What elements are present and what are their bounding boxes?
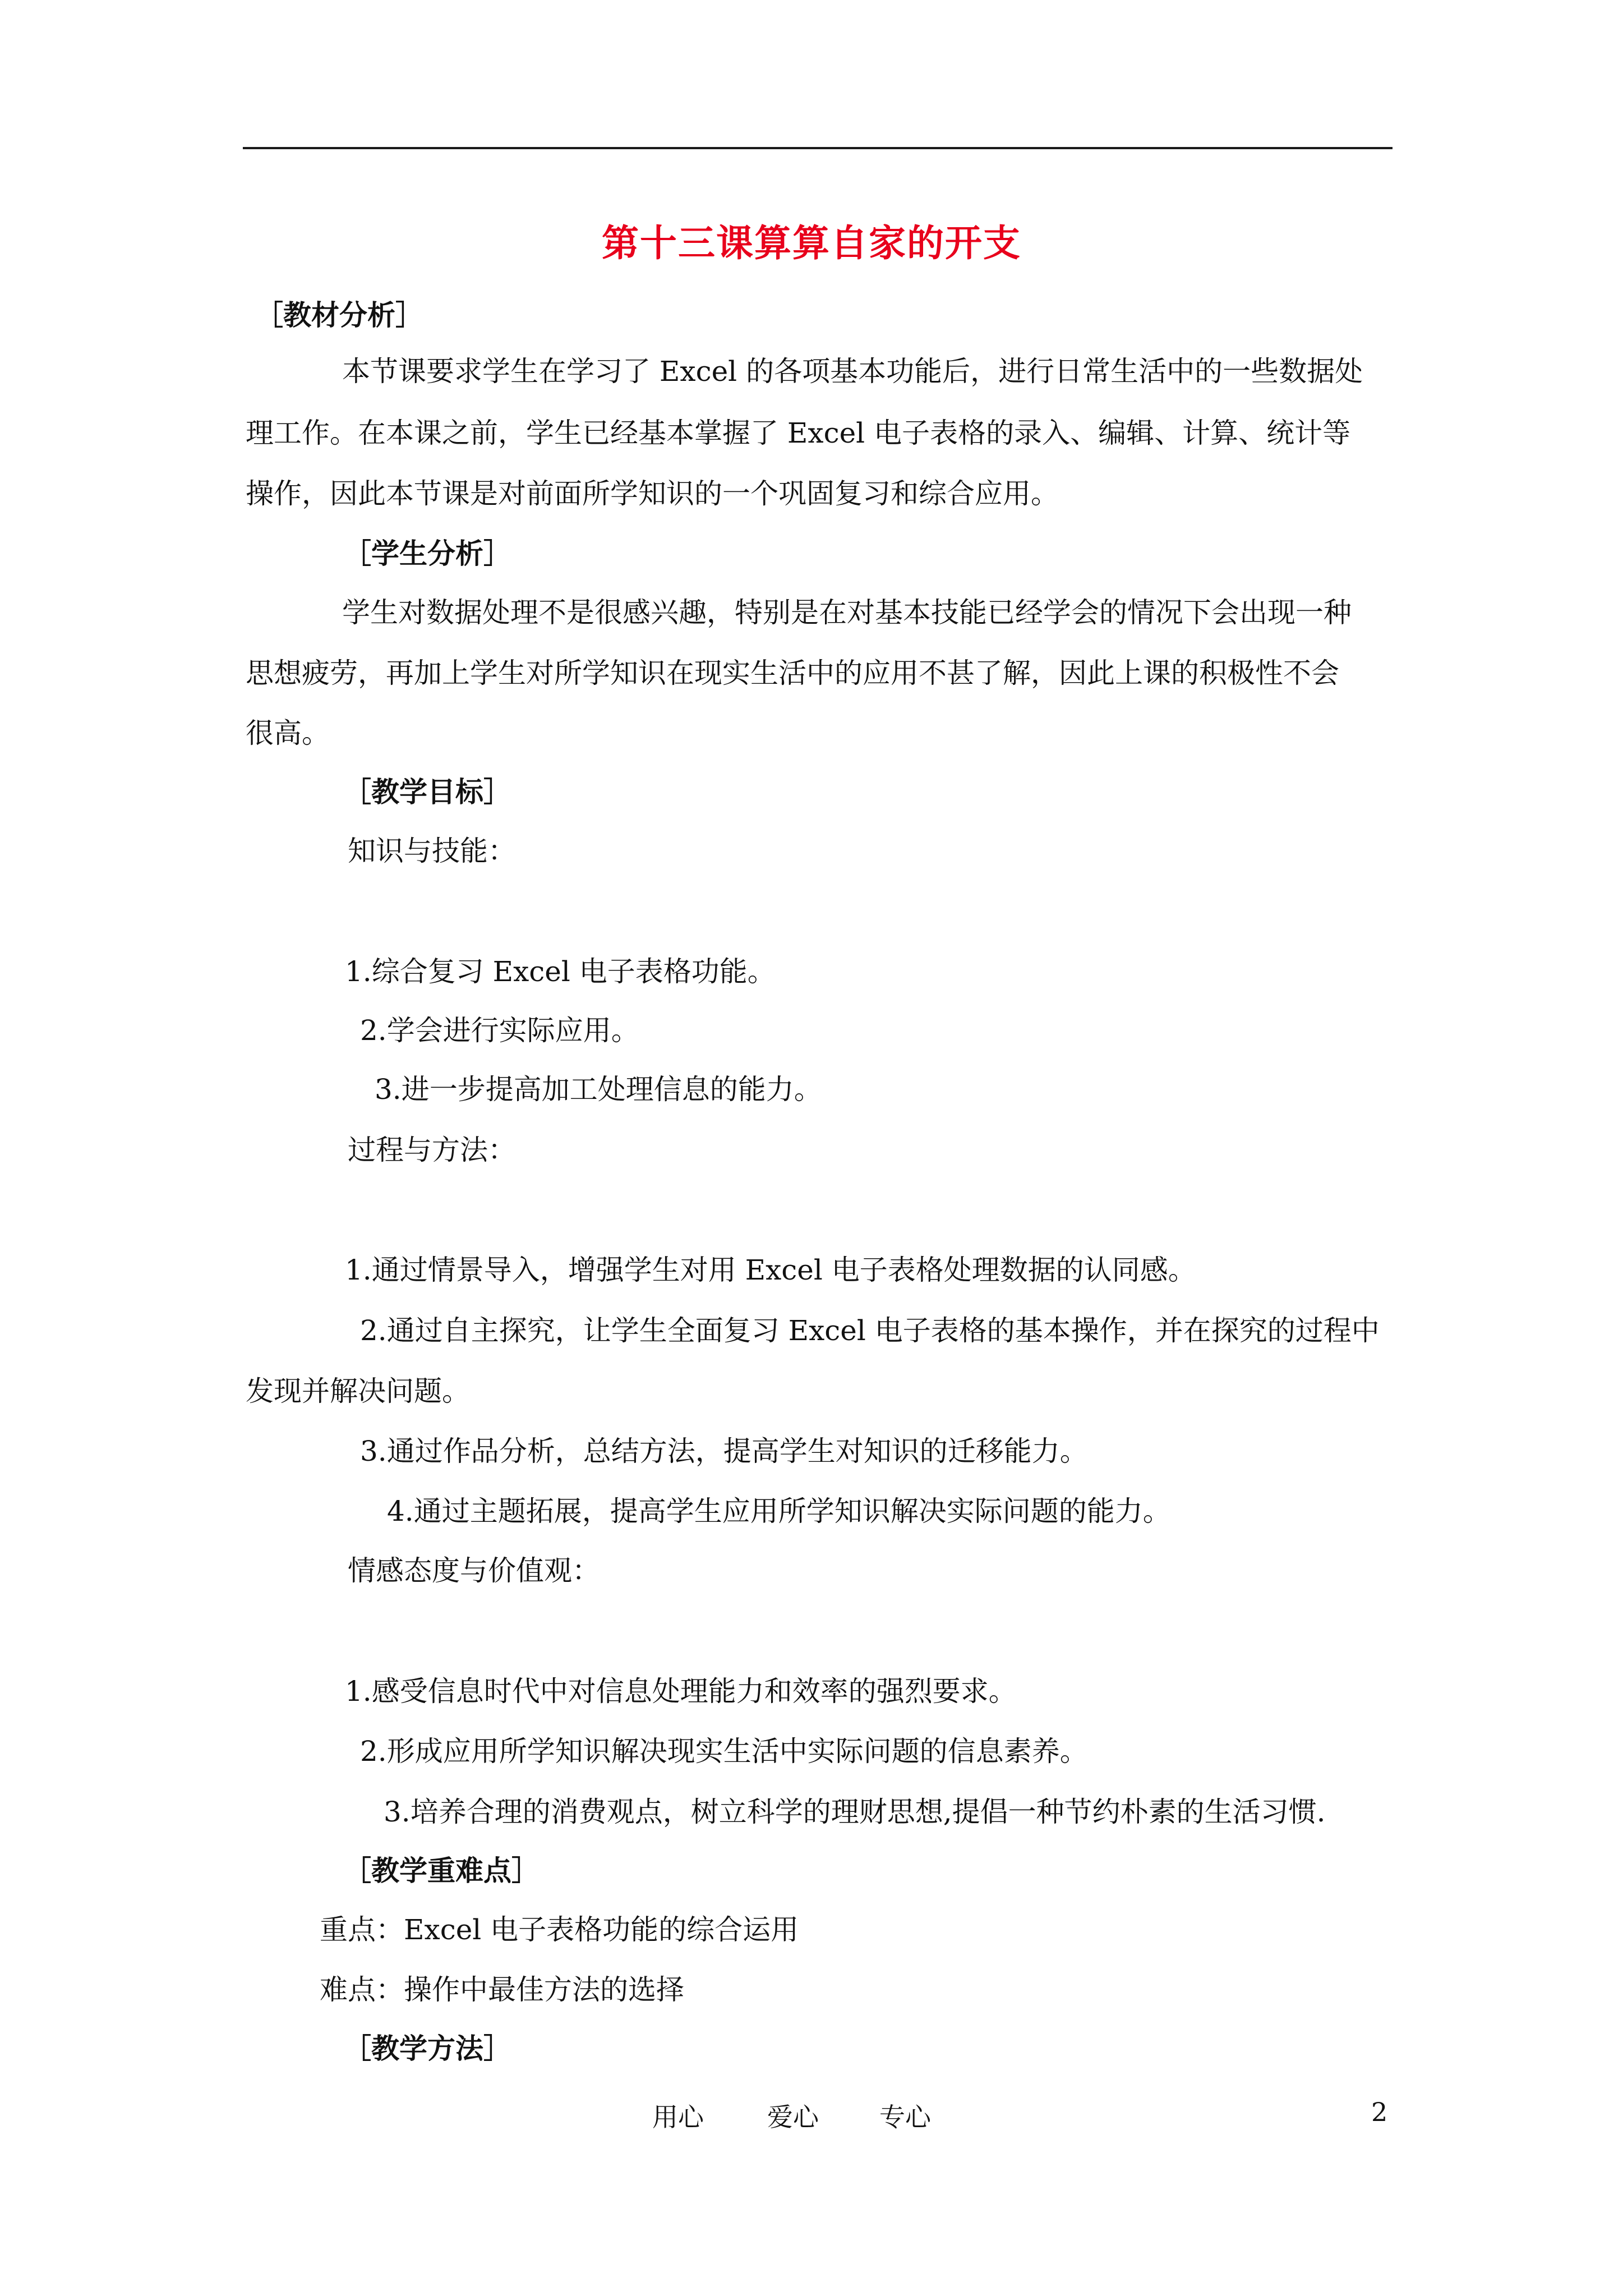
header-rule (243, 147, 1393, 149)
footer-motto-1: 用心 (652, 2102, 704, 2132)
page-number: 2 (1371, 2097, 1388, 2127)
document-title: 第十三课算算自家的开支 (602, 221, 1021, 265)
heading-key-difficult-points: ［教学重难点］ (343, 1854, 540, 1887)
footer-motto-3: 专心 (879, 2102, 931, 2132)
paragraph-line: 操作，因此本节课是对前面所学知识的一个巩固复习和综合应用。 (246, 477, 1059, 510)
paragraph-line: 本节课要求学生在学习了 Excel 的各项基本功能后，进行日常生活中的一些数据处 (342, 355, 1363, 388)
list-item: 2.通过自主探究，让学生全面复习 Excel 电子表格的基本操作，并在探究的过程中 (360, 1314, 1380, 1347)
list-item: 3.通过作品分析，总结方法，提高学生对知识的迁移能力。 (360, 1435, 1088, 1467)
paragraph-line: 很高。 (246, 717, 330, 749)
list-item: 3.进一步提高加工处理信息的能力。 (375, 1073, 822, 1106)
list-item: 4.通过主题拓展，提高学生应用所学知识解决实际问题的能力。 (387, 1495, 1171, 1527)
list-item: 发现并解决问题。 (246, 1375, 470, 1407)
subheading-emotion-values: 情感态度与价值观： (348, 1554, 600, 1587)
list-item: 2.形成应用所学知识解决现实生活中实际问题的信息素养。 (360, 1735, 1088, 1768)
heading-student-analysis: ［学生分析］ (343, 537, 511, 570)
list-item: 1.通过情景导入，增强学生对用 Excel 电子表格处理数据的认同感。 (345, 1254, 1196, 1286)
list-item: 1.综合复习 Excel 电子表格功能。 (345, 955, 776, 988)
footer-motto-2: 爱心 (767, 2102, 819, 2132)
key-point: 重点：Excel 电子表格功能的综合运用 (320, 1913, 799, 1946)
paragraph-line: 学生对数据处理不是很感兴趣，特别是在对基本技能已经学会的情况下会出现一种 (342, 596, 1352, 629)
heading-material-analysis: ［教材分析］ (255, 298, 423, 332)
heading-teaching-methods: ［教学方法］ (343, 2032, 511, 2065)
paragraph-line: 理工作。在本课之前，学生已经基本掌握了 Excel 电子表格的录入、编辑、计算、统计等 (246, 417, 1351, 449)
paragraph-line: 思想疲劳，再加上学生对所学知识在现实生活中的应用不甚了解，因此上课的积极性不会 (246, 657, 1339, 689)
list-item: 3.培养合理的消费观点，树立科学的理财思想,提倡一种节约朴素的生活习惯. (384, 1796, 1326, 1828)
list-item: 1.感受信息时代中对信息处理能力和效率的强烈要求。 (345, 1675, 1017, 1708)
list-item: 2.学会进行实际应用。 (360, 1014, 639, 1047)
heading-teaching-objectives: ［教学目标］ (343, 775, 511, 808)
subheading-knowledge-skills: 知识与技能： (348, 835, 516, 867)
difficult-point: 难点：操作中最佳方法的选择 (320, 1973, 684, 2006)
subheading-process-methods: 过程与方法： (348, 1134, 516, 1166)
